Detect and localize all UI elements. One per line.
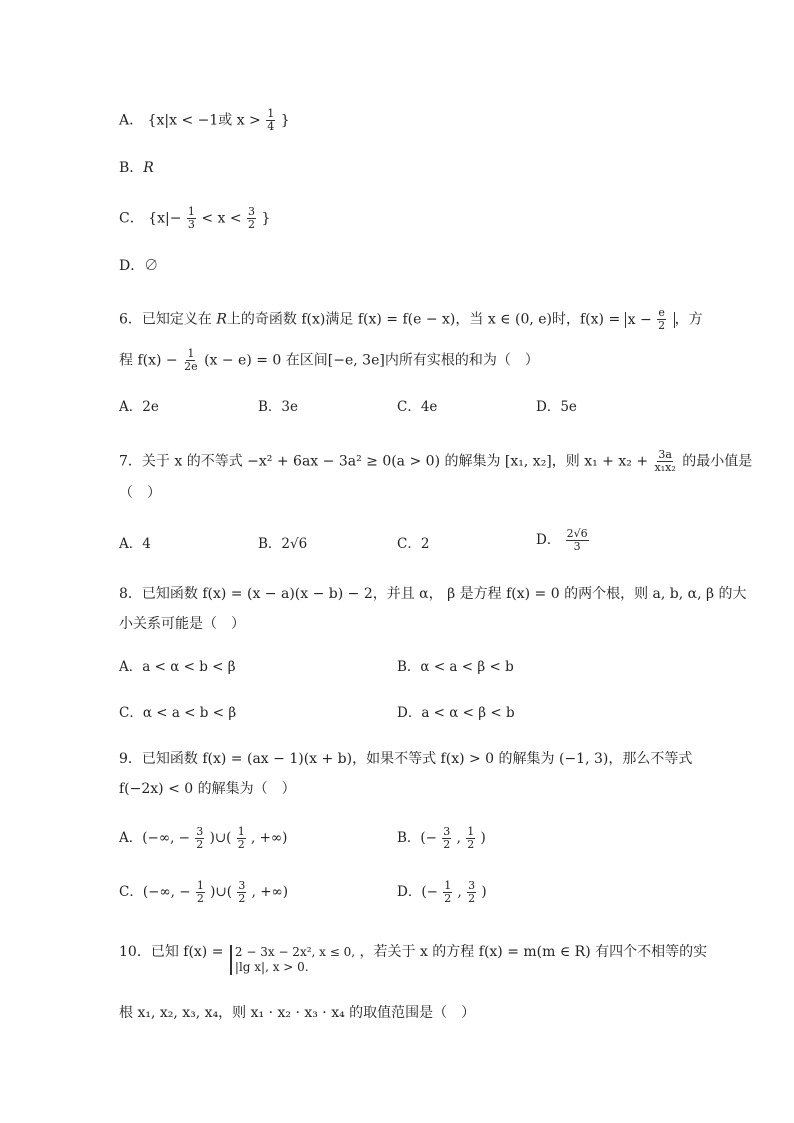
fraction: $\frac{3}{2}$ [196, 825, 204, 851]
q8-stem-line2: 小关系可能是（ ） [119, 616, 245, 632]
q6-option-c: C．4e [397, 399, 438, 415]
q6-option-b: B．3e [258, 399, 298, 415]
fraction: $\frac{1}{3}$ [187, 205, 195, 231]
q9-stem-line2: f(−2x) < 0 的解集为（ ） [119, 781, 296, 797]
q10-stem-line2: 根 x₁, x₂, x₃, x₄，则 x₁ · x₂ · x₃ · x₄ 的取值范围是（ ） [119, 1005, 476, 1021]
q7-stem: 7．关于 x 的不等式 −x² + 6ax − 3a² ≥ 0(a > 0) 的解集为 [x₁, x₂]，则 x₁ + x₂ + $\frac{3a}{\text{x₁x₂}}$ 的最小值是 [119, 448, 753, 474]
q6-stem-line1: 6．已知定义在 R上的奇函数 f(x)满足 f(x) = f(e − x)，当 x ∈ (0, e)时，f(x) = x − $\frac{e}{2}$ ，方 [119, 306, 703, 332]
q10-stem-line1: 10．已知 f(x) = 2 − 3x − 2x², x ≤ 0, |lg x|, x > 0. ，若关于 x 的方程 f(x) = m(m ∈ R) 有四个不相等的实 [119, 944, 708, 974]
q7-option-a: A．4 [119, 536, 151, 552]
q9-option-a: A．(−∞, − $\frac{3}{2}$ )∪( $\frac{1}{2}$ , +∞) [119, 825, 288, 851]
fraction: $\frac{3}{2}$ [468, 879, 476, 905]
q5-option-a-text: {x|x < −1或 x > [147, 112, 266, 129]
q9-option-d: D．(− $\frac{1}{2}$ , $\frac{3}{2}$ ) [397, 879, 487, 905]
q5-option-d: D．∅ [119, 258, 159, 274]
fraction: $\frac{e}{2}$ [658, 306, 666, 332]
q6-stem-line2: 程 f(x) − $\frac{1}{2e}$ (x − e) = 0 在区间[−e, 3e]内所有实根的和为（ ） [119, 347, 539, 373]
q9-stem-line1: 9．已知函数 f(x) = (ax − 1)(x + b)，如果不等式 f(x) > 0 的解集为 (−1, 3)，那么不等式 [119, 751, 693, 767]
q8-option-d: D．a < α < β < b [397, 705, 515, 721]
fraction: $\frac{1}{4}$ [267, 107, 275, 133]
fraction: $\frac{1}{2e}$ [184, 347, 198, 373]
q7-stem-line2: （ ） [119, 485, 161, 501]
fraction: $\frac{3}{2}$ [238, 879, 246, 905]
q7-option-b: B．2√6 [258, 536, 308, 552]
q6-option-a: A．2e [119, 399, 159, 415]
fraction: $\frac{1}{2}$ [467, 825, 475, 851]
q5-option-c: C． {x|− $\frac{1}{3}$ < x < $\frac{3}{2}$ } [119, 205, 271, 231]
q8-option-c: C．α < a < b < β [119, 705, 237, 721]
fraction: $\frac{3a}{\text{x₁x₂}}$ [654, 448, 676, 474]
fraction: $\frac{3}{2}$ [443, 825, 451, 851]
q7-option-c: C．2 [397, 536, 430, 552]
q6-option-d: D．5e [536, 399, 577, 415]
q8-stem-line1: 8．已知函数 f(x) = (x − a)(x − b) − 2，并且 α， β 是方程 f(x) = 0 的两个根，则 a, b, α, β 的大 [119, 586, 747, 602]
piecewise-cases: 2 − 3x − 2x², x ≤ 0, |lg x|, x > 0. [230, 945, 355, 975]
q7-option-d: D． $\frac{2√6}{3}$ [536, 527, 588, 553]
q5-option-b: B．R [119, 160, 154, 176]
q9-option-c: C．(−∞, − $\frac{1}{2}$ )∪( $\frac{3}{2}$ , +∞) [119, 879, 289, 905]
fraction: $\frac{1}{2}$ [237, 825, 245, 851]
fraction: $\frac{2√6}{3}$ [566, 527, 588, 553]
fraction: $\frac{1}{2}$ [444, 879, 452, 905]
q8-option-a: A．a < α < b < β [119, 659, 236, 675]
fraction: $\frac{3}{2}$ [248, 205, 256, 231]
q8-option-b: B．α < a < β < b [397, 659, 514, 675]
fraction: $\frac{1}{2}$ [196, 879, 204, 905]
q5-option-a: A． {x|x < −1或 x > $\frac{1}{4}$ } [119, 107, 290, 133]
q9-option-b: B．(− $\frac{3}{2}$ , $\frac{1}{2}$ ) [397, 825, 486, 851]
